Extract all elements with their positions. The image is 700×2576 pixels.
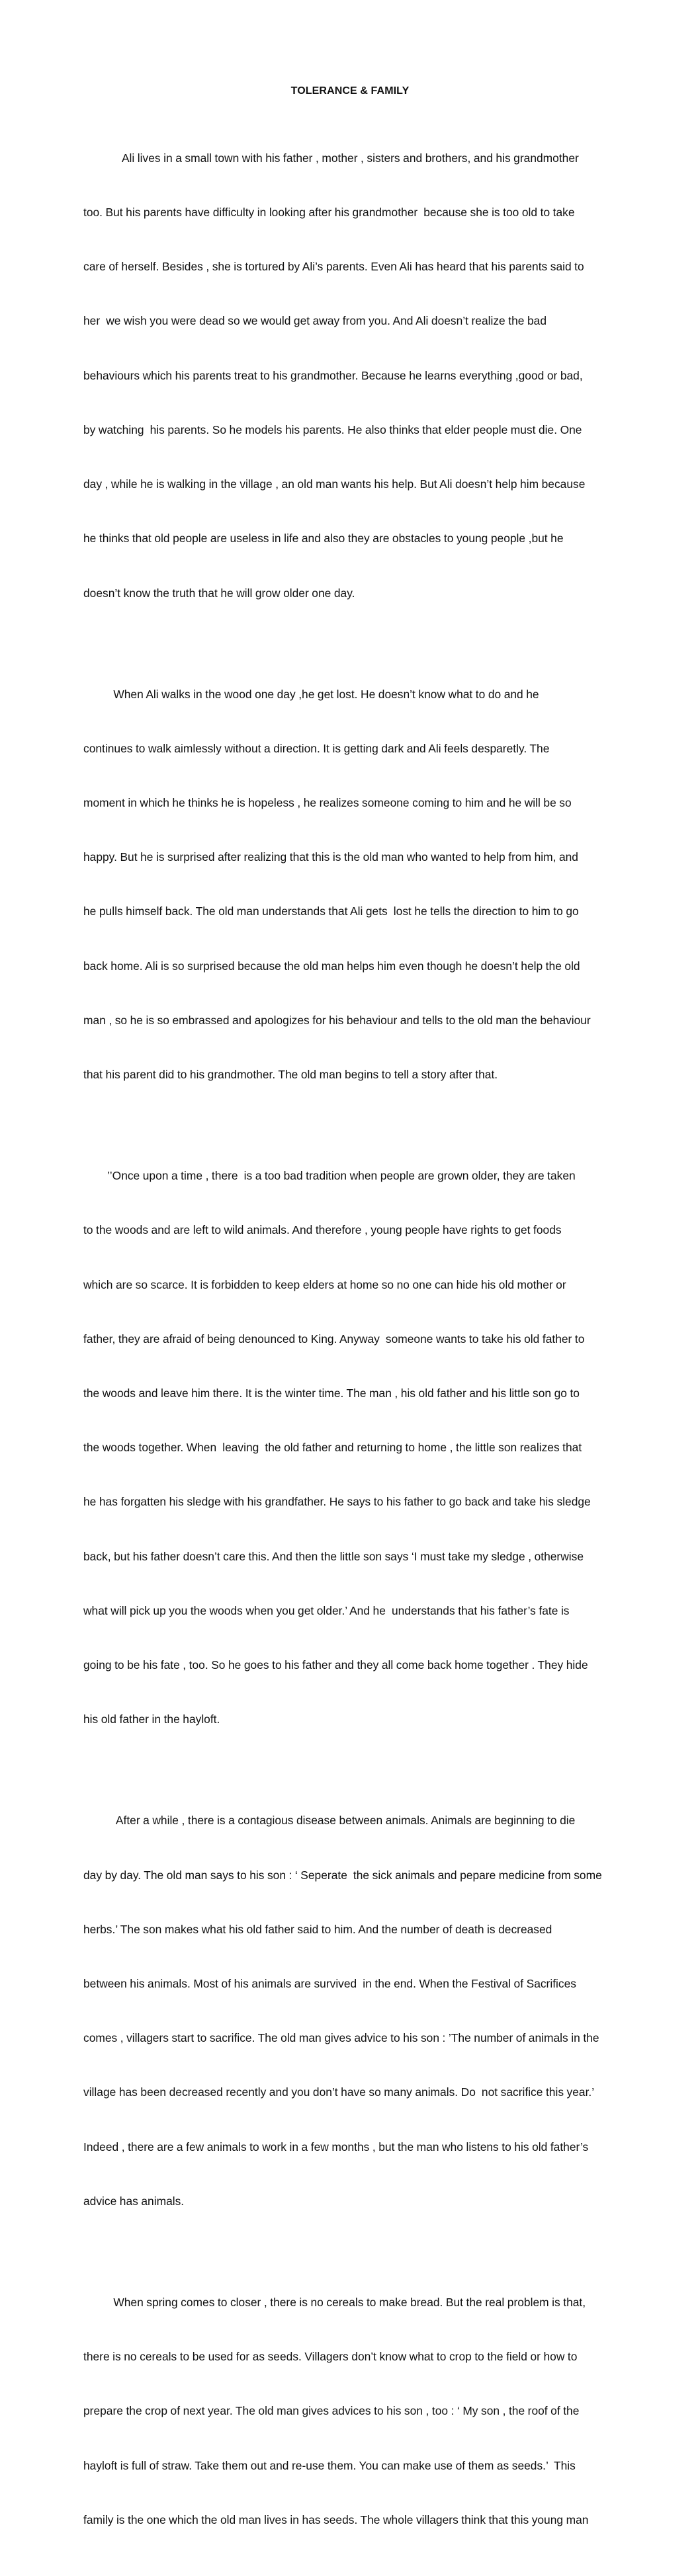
paragraph-line: herbs.’ The son makes what his old father said to him. And the number of death is decreased [83,1922,552,1936]
paragraph-line: he pulls himself back. The old man understands that Ali gets lost he tells the direction to him to go [83,905,579,918]
paragraph-2 [83,649,617,1121]
document-page [83,83,617,2576]
paragraph-line: between his animals. Most of his animals are survived in the end. When the Festival of Sacrifices [83,1977,576,1991]
paragraph-line: doesn’t know the truth that he will grow older one day. [83,586,355,600]
paragraph-line: what will pick up you the woods when you get older.’ And he understands that his father’s fate is [83,1603,570,1617]
paragraph-line: continues to walk aimlessly without a direction. It is getting dark and Ali feels desparetly. The [83,741,550,755]
paragraph-4 [83,1776,617,2247]
paragraph-line: When spring comes to closer , there is no cereals to make bread. But the real problem is that, [83,2295,586,2309]
paragraph-line: the woods and leave him there. It is the winter time. The man , his old father and his little son go to [83,1387,580,1400]
paragraph-line: behaviours which his parents treat to his grandmother. Because he learns everything ,good or bad, [83,368,583,382]
paragraph-line: back, but his father doesn’t care this. And then the little son says ‘I must take my sledge , otherwise [83,1549,584,1563]
paragraph-line: After a while , there is a contagious disease between animals. Animals are beginning to die [83,1814,576,1828]
paragraph-line: family is the one which the old man lives in has seeds. The whole villagers think that this young man [83,2513,589,2526]
paragraph-line: Indeed , there are a few animals to work in a few months , but the man who listens to his old father’s [83,2140,589,2153]
paragraph-line: to the woods and are left to wild animals. And therefore , young people have rights to get foods [83,1223,562,1237]
paragraph-line: man , so he is so embrassed and apologizes for his behaviour and tells to the old man the behaviour [83,1013,591,1027]
paragraph-line: moment in which he thinks he is hopeless , he realizes someone coming to him and he will be so [83,796,572,810]
document-title: TOLERANCE & FAMILY [290,85,410,97]
paragraph-line: he thinks that old people are useless in life and also they are obstacles to young people ,but he [83,532,564,545]
paragraph-3 [83,1131,617,1765]
paragraph-line: comes , villagers start to sacrifice. The old man gives advice to his son : ’The number of animals in the [83,2031,599,2045]
paragraph-line: hayloft is full of straw. Take them out and re-use them. You can make use of them as seeds.’ This [83,2458,576,2472]
paragraph-5 [83,2257,617,2565]
paragraph-line: that his parent did to his grandmother. The old man begins to tell a story after that. [83,1068,498,1082]
paragraph-line: by watching his parents. So he models his parents. He also thinks that elder people must die. One [83,423,582,436]
paragraph-line: ’’Once upon a time , there is a too bad tradition when people are grown older, they are taken [83,1169,576,1183]
paragraph-line: advice has animals. [83,2194,185,2208]
paragraph-line: day by day. The old man says to his son : ‘ Seperate the sick animals and pepare medicine from some [83,1868,602,1882]
paragraph-line: there is no cereals to be used for as seeds. Villagers don’t know what to crop to the field or how to [83,2350,578,2364]
paragraph-line: care of herself. Besides , she is tortured by Ali’s parents. Even Ali has heard that his parents said to [83,260,584,274]
paragraph-line: the woods together. When leaving the old father and returning to home , the little son realizes that [83,1441,582,1455]
paragraph-line: his old father in the hayloft. [83,1712,220,1726]
paragraph-line: going to be his fate , too. So he goes to his father and they all come back home together . They hide [83,1658,588,1672]
paragraph-1 [83,113,617,639]
paragraph-line: prepare the crop of next year. The old man gives advices to his son , too : ‘ My son , the roof of the [83,2404,580,2418]
paragraph-line: happy. But he is surprised after realizing that this is the old man who wanted to help from him, and [83,850,578,864]
paragraph-line: which are so scarce. It is forbidden to keep elders at home so no one can hide his old mother or [83,1277,566,1291]
paragraph-line: too. But his parents have difficulty in looking after his grandmother because she is too old to take [83,206,575,220]
paragraph-line: her we wish you were dead so we would get away from you. And Ali doesn’t realize the bad [83,314,547,328]
paragraph-line: village has been decreased recently and you don’t have so many animals. Do not sacrifice this year.’ [83,2085,595,2099]
paragraph-line: he has forgatten his sledge with his grandfather. He says to his father to go back and take his sledge [83,1495,591,1509]
paragraph-line: When Ali walks in the wood one day ,he get lost. He doesn’t know what to do and he [83,687,539,701]
paragraph-line: back home. Ali is so surprised because the old man helps him even though he doesn’t help the old [83,959,580,973]
paragraph-line: day , while he is walking in the village , an old man wants his help. But Ali doesn’t help him because [83,477,586,491]
paragraph-line: Ali lives in a small town with his father , mother , sisters and brothers, and his grandmother [83,151,579,165]
paragraph-line: father, they are afraid of being denounced to King. Anyway someone wants to take his old father to [83,1332,585,1346]
